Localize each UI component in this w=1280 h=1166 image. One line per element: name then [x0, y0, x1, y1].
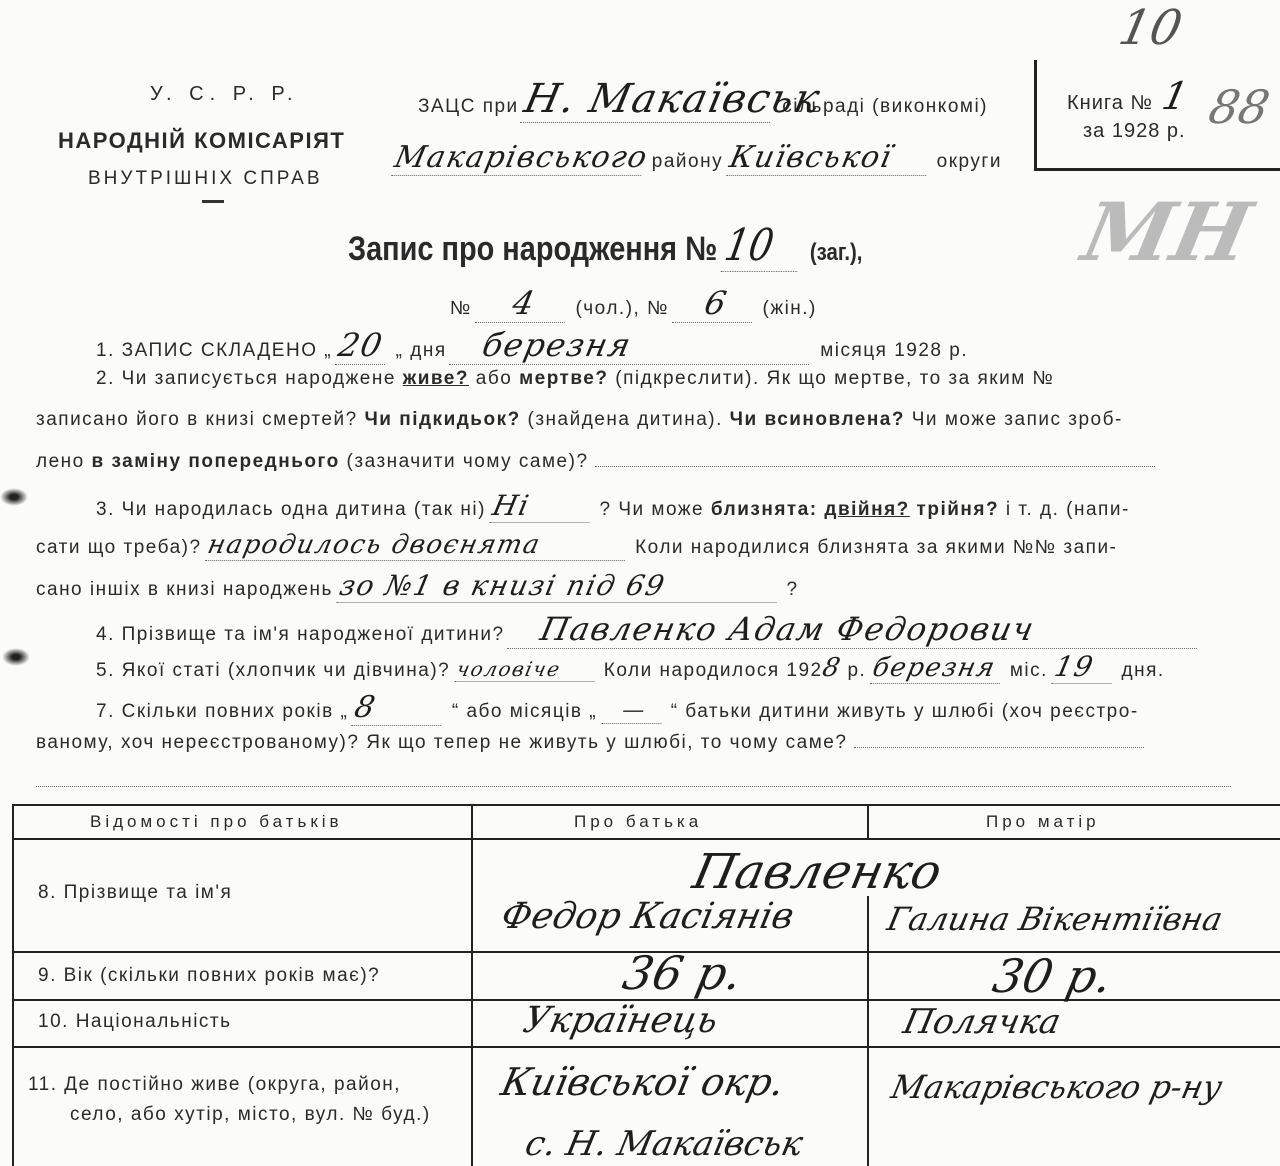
- row-9-label: 9. Вік (скільки повних років має)?: [38, 965, 381, 986]
- female-label: (жін.): [762, 298, 817, 319]
- row-10-father: Українець: [519, 1000, 722, 1041]
- row-11-father: Київської окр.: [497, 1060, 789, 1104]
- book-year: за 1928 р.: [1083, 120, 1186, 142]
- q7-text-c: “ батьки дитини живуть у шлюбі (хоч реєстро-: [670, 701, 1139, 722]
- title-suffix: (заг.),: [809, 239, 863, 266]
- row-11-mother: Макарівського р-ну: [887, 1068, 1226, 1106]
- q3-double: двійня?: [824, 499, 910, 520]
- q5-r: р.: [847, 660, 867, 681]
- divider: [202, 200, 224, 203]
- row-9-father: 36 р.: [618, 946, 747, 1000]
- item-5: [96, 650, 1165, 684]
- q2-line2-c: Чи може запис зроб-: [911, 409, 1123, 430]
- zags-suffix: сільраді (виконкомі): [782, 96, 988, 117]
- q1-label: 1. ЗАПИС СКЛАДЕНО „: [96, 340, 333, 361]
- q1-month: березня: [449, 326, 817, 365]
- q2-foundling: Чи підкидьок?: [364, 409, 521, 430]
- row-10-label: 10. Національність: [38, 1011, 232, 1032]
- q5-answer: чоловіче: [454, 657, 599, 682]
- row-10-mother: Полячка: [899, 1002, 1065, 1042]
- q2-line3-a: лено: [36, 451, 85, 472]
- parents-table: [12, 804, 1280, 1166]
- record-title: [348, 220, 862, 272]
- row-8-mother: Галина Вікентіївна: [883, 900, 1227, 938]
- item-7-line-2: [36, 732, 1144, 754]
- q2-line3-b: (зазначити чому саме)?: [346, 451, 589, 472]
- col-divider-1: [471, 806, 473, 1166]
- q3-line2-a: сати що треба)?: [36, 537, 202, 558]
- q1-day-label: „ дня: [395, 340, 447, 361]
- q1-day: 20: [335, 326, 393, 365]
- header-mother: Про матір: [986, 812, 1100, 831]
- col-divider-2-head: [867, 806, 869, 840]
- row-8-father: Федор Касіянів: [497, 896, 798, 937]
- q5-when: Коли народилося 192: [603, 660, 823, 681]
- q5-day: 19: [1051, 650, 1118, 684]
- header-father: Про батька: [574, 812, 703, 831]
- q3-answer-1: Ні: [489, 489, 596, 523]
- header-parents: Відомості про батьків: [90, 812, 343, 831]
- q2-text-a: 2. Чи записується народжене: [96, 368, 396, 389]
- q3-twins: близнята:: [710, 499, 818, 520]
- district-line: [391, 140, 1002, 176]
- ink-smudge: [2, 648, 30, 666]
- q2-line2-a: записано його в книзі смертей?: [36, 409, 358, 430]
- row-10-line: [14, 1046, 1280, 1048]
- q2-line2-b: (знайдена дитина).: [527, 409, 723, 430]
- gender-counts: [450, 284, 817, 323]
- margin-scrawl: МН: [1075, 185, 1260, 279]
- row-11-label-2: село, або хутір, місто, вул. № буд.): [70, 1104, 431, 1125]
- commissariat-label: НАРОДНІЙ КОМІСАРІЯТ: [58, 128, 346, 153]
- item-4: [96, 610, 1201, 649]
- q7-years: 8: [351, 690, 449, 726]
- q2-alive: живе?: [402, 368, 469, 389]
- q3-line3-b: ?: [786, 579, 799, 600]
- q7-blank-line: [36, 770, 1231, 787]
- district-handwritten: Макарівського: [391, 140, 652, 175]
- zags-handwritten: Н. Макаївськ: [520, 76, 826, 122]
- q7-line2: ваному, хоч нереєстрованому)? Як що тепер не живуть у шлюбі, то чому саме?: [36, 732, 848, 753]
- q2-dead: мертве?: [519, 368, 609, 389]
- q3-text-b: ? Чи може: [599, 499, 705, 520]
- male-number: 4: [475, 284, 573, 323]
- q2-replace: в заміну попереднього: [91, 451, 340, 472]
- item-1: [96, 326, 968, 365]
- q7-months: —: [601, 698, 667, 724]
- col-divider-2: [867, 896, 869, 1166]
- q7-blank: [854, 747, 1144, 748]
- book-label: Книга №: [1067, 92, 1153, 114]
- corner-number: 10: [1114, 0, 1188, 56]
- row-9-mother: 30 р.: [988, 949, 1117, 1003]
- q5-dnia: дня.: [1121, 660, 1165, 681]
- q5-mis: міс.: [1009, 660, 1048, 681]
- item-3-line-3: [36, 569, 799, 603]
- item-2-line-3: [36, 451, 1155, 473]
- book-number-line: [1067, 74, 1194, 118]
- q3-text-c: і т. д. (напи-: [1005, 499, 1130, 520]
- item-3-line-2: [36, 530, 1117, 561]
- q3-line2-b: Коли народилися близнята за якими №№ запи-: [635, 537, 1118, 558]
- q7-text-b: “ або місяців „: [451, 701, 598, 722]
- record-number: 10: [721, 220, 807, 272]
- q4-label: 4. Прізвище та ім'я народженої дитини?: [96, 624, 505, 645]
- female-number: 6: [672, 284, 760, 323]
- item-2-line-1: [96, 368, 1054, 390]
- row-11-village: с. Н. Макаївськ: [521, 1124, 807, 1164]
- row-8-label: 8. Прізвище та ім'я: [38, 882, 233, 903]
- q2-adopted: Чи всиновлена?: [729, 409, 905, 430]
- title-text: Запис про народження №: [348, 230, 718, 268]
- item-3-line-1: [96, 489, 1130, 523]
- q4-answer: Павленко Адам Федорович: [507, 610, 1205, 649]
- department-label: ВНУТРІШНІХ СПРАВ: [88, 168, 323, 189]
- row-11-label-1: 11. Де постійно живе (округа, район,: [28, 1074, 402, 1095]
- okrug-handwritten: Київської: [726, 140, 934, 176]
- q2-blank: [595, 466, 1155, 467]
- q3-line3-a: сано іншіх в книзі народжень: [36, 579, 333, 600]
- no-label: №: [450, 298, 472, 319]
- q5-month: березня: [870, 653, 1007, 684]
- male-label: (чол.), №: [575, 298, 669, 319]
- item-7-line-1: [96, 690, 1139, 726]
- q7-text-a: 7. Скільки повних років „: [96, 701, 349, 722]
- okrug-label: округи: [936, 151, 1002, 172]
- q3-text-a: 3. Чи народилась одна дитина (так ні): [96, 499, 486, 520]
- row-8-surname: Павленко: [688, 844, 947, 900]
- zags-line: [418, 76, 988, 123]
- q2-text-c: (підкреслити). Як що мертве, то за яким №: [615, 368, 1055, 389]
- republic-label: У. С. Р. Р.: [150, 83, 299, 105]
- q5-year: 8: [819, 653, 844, 683]
- item-2-line-2: [36, 409, 1123, 431]
- zags-prefix: ЗАЦС при: [418, 96, 519, 117]
- district-label: району: [651, 151, 724, 172]
- book-number: 1: [1158, 74, 1194, 118]
- side-number: 88: [1204, 80, 1275, 134]
- q5-label: 5. Якої статі (хлопчик чи дівчина)?: [96, 660, 451, 681]
- q1-suffix: місяця 1928 р.: [820, 340, 969, 361]
- q2-text-b: або: [475, 368, 513, 389]
- q3-answer-2: народилось двоєнята: [205, 530, 632, 561]
- ink-smudge: [0, 488, 28, 506]
- q3-answer-3: зо №1 в книзі під 69: [336, 569, 783, 603]
- q3-triple: трійня?: [916, 499, 1000, 520]
- header-row-line: [14, 838, 1280, 840]
